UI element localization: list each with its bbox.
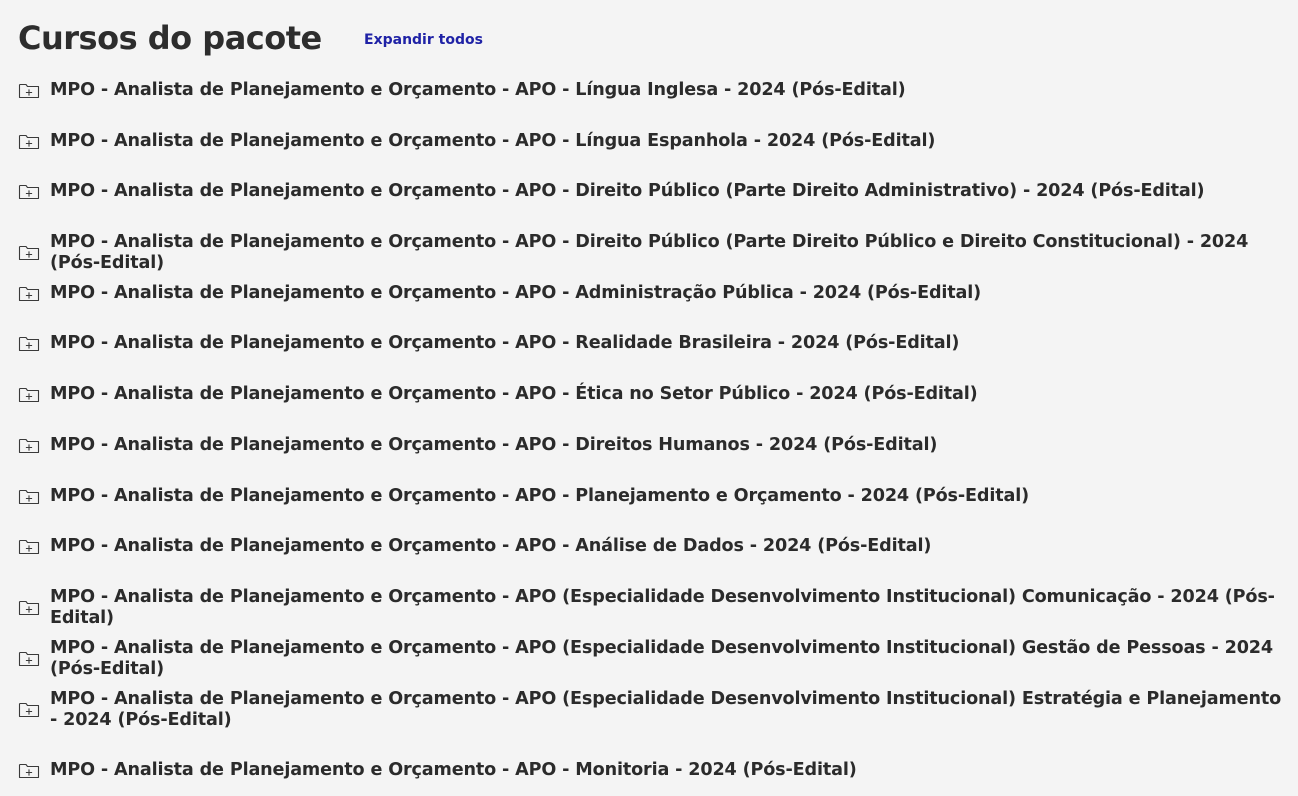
course-title: MPO - Analista de Planejamento e Orçamento - APO - Língua Inglesa - 2024 (Pós-Edital) <box>50 80 906 100</box>
folder-plus-icon <box>18 488 40 506</box>
course-title: MPO - Analista de Planejamento e Orçamento - APO - Administração Pública - 2024 (Pós-Edital) <box>50 283 982 303</box>
course-item[interactable] <box>18 760 1288 781</box>
folder-plus-icon <box>18 335 40 353</box>
folder-plus-icon <box>18 183 40 201</box>
course-item[interactable] <box>18 131 1288 152</box>
course-title: MPO - Analista de Planejamento e Orçamento - APO - Planejamento e Orçamento - 2024 (Pós-Edital) <box>50 486 1029 506</box>
course-item[interactable] <box>18 283 1288 304</box>
course-title: MPO - Analista de Planejamento e Orçamento - APO - Direito Público (Parte Direito Administrativo) - 2024 (Pós-Edital) <box>50 181 1205 201</box>
course-item[interactable] <box>18 435 1288 456</box>
course-title: MPO - Analista de Planejamento e Orçamento - APO - Direito Público (Parte Direito Público e Direito Constitucional) - 2024 (Pós-Edital) <box>50 232 1249 273</box>
folder-plus-icon <box>18 538 40 556</box>
course-title: MPO - Analista de Planejamento e Orçamento - APO - Análise de Dados - 2024 (Pós-Edital) <box>50 536 932 556</box>
folder-plus-icon <box>18 701 40 719</box>
course-title: MPO - Analista de Planejamento e Orçamento - APO - Monitoria - 2024 (Pós-Edital) <box>50 760 857 780</box>
folder-plus-icon <box>18 82 40 100</box>
course-item[interactable] <box>18 638 1288 680</box>
course-item[interactable] <box>18 80 1288 101</box>
folder-plus-icon <box>18 650 40 668</box>
folder-plus-icon <box>18 599 40 617</box>
folder-plus-icon <box>18 285 40 303</box>
course-item[interactable] <box>18 232 1288 274</box>
page-title: Cursos do pacote <box>18 19 322 57</box>
course-title: MPO - Analista de Planejamento e Orçamento - APO - Direitos Humanos - 2024 (Pós-Edital) <box>50 435 938 455</box>
course-item[interactable] <box>18 587 1288 629</box>
course-title: MPO - Analista de Planejamento e Orçamento - APO (Especialidade Desenvolvimento Institucional) Comunicação - 2024 (Pós-Edital) <box>50 587 1275 628</box>
course-item[interactable] <box>18 181 1288 202</box>
course-item[interactable] <box>18 384 1288 405</box>
course-item[interactable] <box>18 536 1288 557</box>
folder-plus-icon <box>18 244 40 262</box>
course-item[interactable] <box>18 486 1288 507</box>
course-title: MPO - Analista de Planejamento e Orçamento - APO (Especialidade Desenvolvimento Institucional) Gestão de Pessoas - 2024 (Pós-Edital) <box>50 638 1273 679</box>
folder-plus-icon <box>18 133 40 151</box>
folder-plus-icon <box>18 386 40 404</box>
course-item[interactable] <box>18 689 1288 731</box>
course-title: MPO - Analista de Planejamento e Orçamento - APO - Ética no Setor Público - 2024 (Pós-Edital) <box>50 384 978 404</box>
course-title: MPO - Analista de Planejamento e Orçamento - APO (Especialidade Desenvolvimento Institucional) Estratégia e Planejamento - 2024 (Pós-Edital) <box>50 689 1282 730</box>
folder-plus-icon <box>18 762 40 780</box>
course-title: MPO - Analista de Planejamento e Orçamento - APO - Realidade Brasileira - 2024 (Pós-Edital) <box>50 333 960 353</box>
course-title: MPO - Analista de Planejamento e Orçamento - APO - Língua Espanhola - 2024 (Pós-Edital) <box>50 131 936 151</box>
folder-plus-icon <box>18 437 40 455</box>
section-header <box>18 16 322 60</box>
course-item[interactable] <box>18 333 1288 354</box>
expand-all-link[interactable]: Expandir todos <box>364 32 483 48</box>
